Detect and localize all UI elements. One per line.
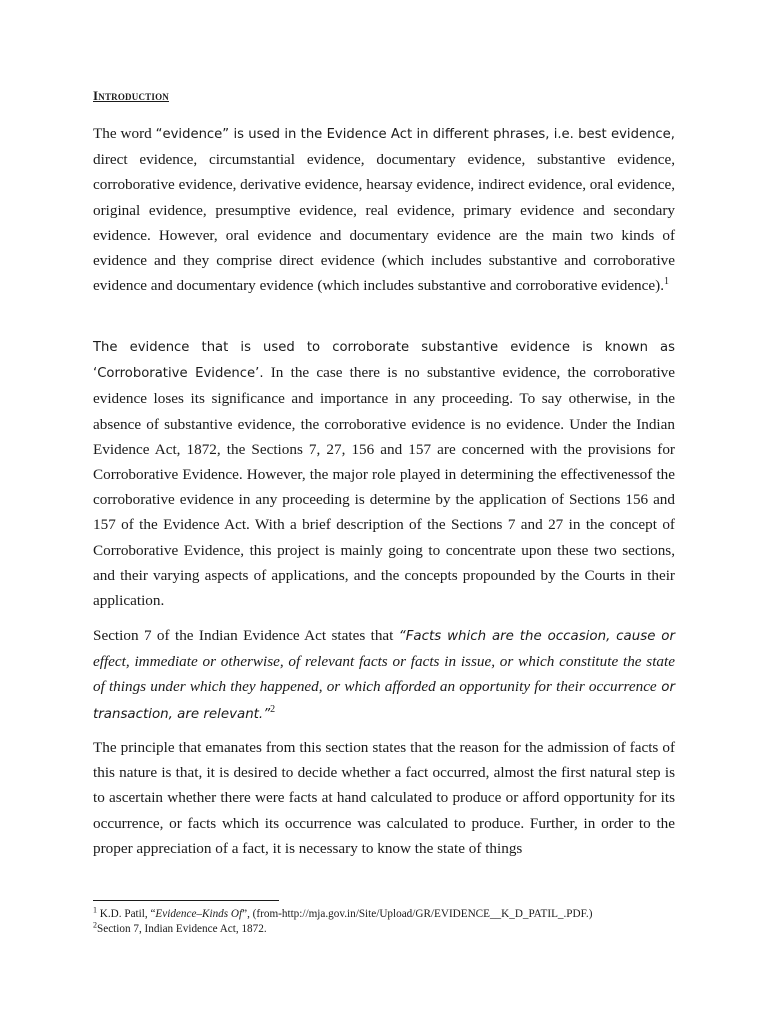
footnote-1-source: ”, (from-http://mja.gov.in/Site/Upload/GR/EVIDENCE__K_D_PATIL_.PDF.) <box>242 908 593 920</box>
p1-text-c: is used in the Evidence Act in different phrases, i.e. best evidence, <box>229 127 675 142</box>
footnote-1-number: 1 <box>93 905 97 915</box>
p3-quote-c: or transaction, are relevant.” <box>93 680 675 722</box>
footnote-1 <box>93 907 693 922</box>
paragraph-corroborative-evidence <box>93 334 675 613</box>
footnote-ref-2[interactable]: 2 <box>270 703 276 715</box>
p2-text-a: The evidence that is used to corroborate substantive evidence is known as ‘Corroborative Evidence’. <box>93 340 675 382</box>
p1-text-d: direct evidence, circumstantial evidence, documentary evidence, substantive evidence, corroborative evidence, derivative evidence, hearsay evidence, indirect evidence, oral evidence, original evidence, presumptive evidence, real evidence, primary evidence and secondary evidence. However, oral evidence and documentary evidence are the main two kinds of evidence and they comprise direct evidence (which includes substantive and corroborative evidence and documentary evidence (which includes substantive and corroborative evidence). <box>93 151 675 295</box>
p2-text-b: In the case there is no substantive evidence, the corroborative evidence loses its significance and importance in any proceeding. To say otherwise, in the absence of substantive evidence, the corroborative evidence is no evidence. Under the Indian Evidence Act, 1872, the Sections 7, 27, 156 and 157 are concerned with the provisions for Corroborative Evidence. However, the major role played in determining the effectivenessof the corroborative evidence in any proceeding is determine by the application of Sections 156 and 157 of the Evidence Act. With a brief description of the Sections 7 and 27 in the concept of Corroborative Evidence, this project is mainly going to concentrate upon these two sections, and their varying aspects of applications, and the concepts propounded by the Courts in their application. <box>93 364 675 610</box>
p1-text-a: The word <box>93 125 156 142</box>
footnote-2-number: 2 <box>93 919 97 929</box>
paragraph-evidence-types <box>93 121 675 298</box>
footnote-divider <box>93 900 279 901</box>
footnote-ref-1[interactable]: 1 <box>664 276 669 288</box>
footnote-1-author: K.D. Patil, “ <box>97 908 156 920</box>
footnote-2 <box>93 919 693 937</box>
p3-text-a: Section 7 of the Indian Evidence Act states that <box>93 627 399 644</box>
section-heading: Introduction <box>93 88 169 103</box>
p3-quote-a: “Facts which are the occasion, cause or <box>398 629 675 644</box>
p3-quote-b: effect, immediate or otherwise, of relevant facts or facts in issue, or which constitute the state of things under which they happened, or which afforded an opportunity for their occurrence <box>93 653 675 696</box>
paragraph-section-7 <box>93 623 675 727</box>
footnotes <box>93 907 693 936</box>
footnote-1-title: Evidence–Kinds Of <box>155 908 243 920</box>
footnote-2-text: Section 7, Indian Evidence Act, 1872. <box>97 922 267 935</box>
p1-evidence-word: “evidence” <box>155 127 230 142</box>
paragraph-principle: The principle that emanates from this section states that the reason for the admission of facts of this nature is that, it is desired to decide whether a fact occurred, almost the first natural step is to ascertain whether there were facts at hand calculated to produce or afford opportunity for its occurrence, or facts which its occurrence was calculated to produce. Further, in order to the proper appreciation of a fact, it is necessary to know the state of things <box>93 739 675 857</box>
